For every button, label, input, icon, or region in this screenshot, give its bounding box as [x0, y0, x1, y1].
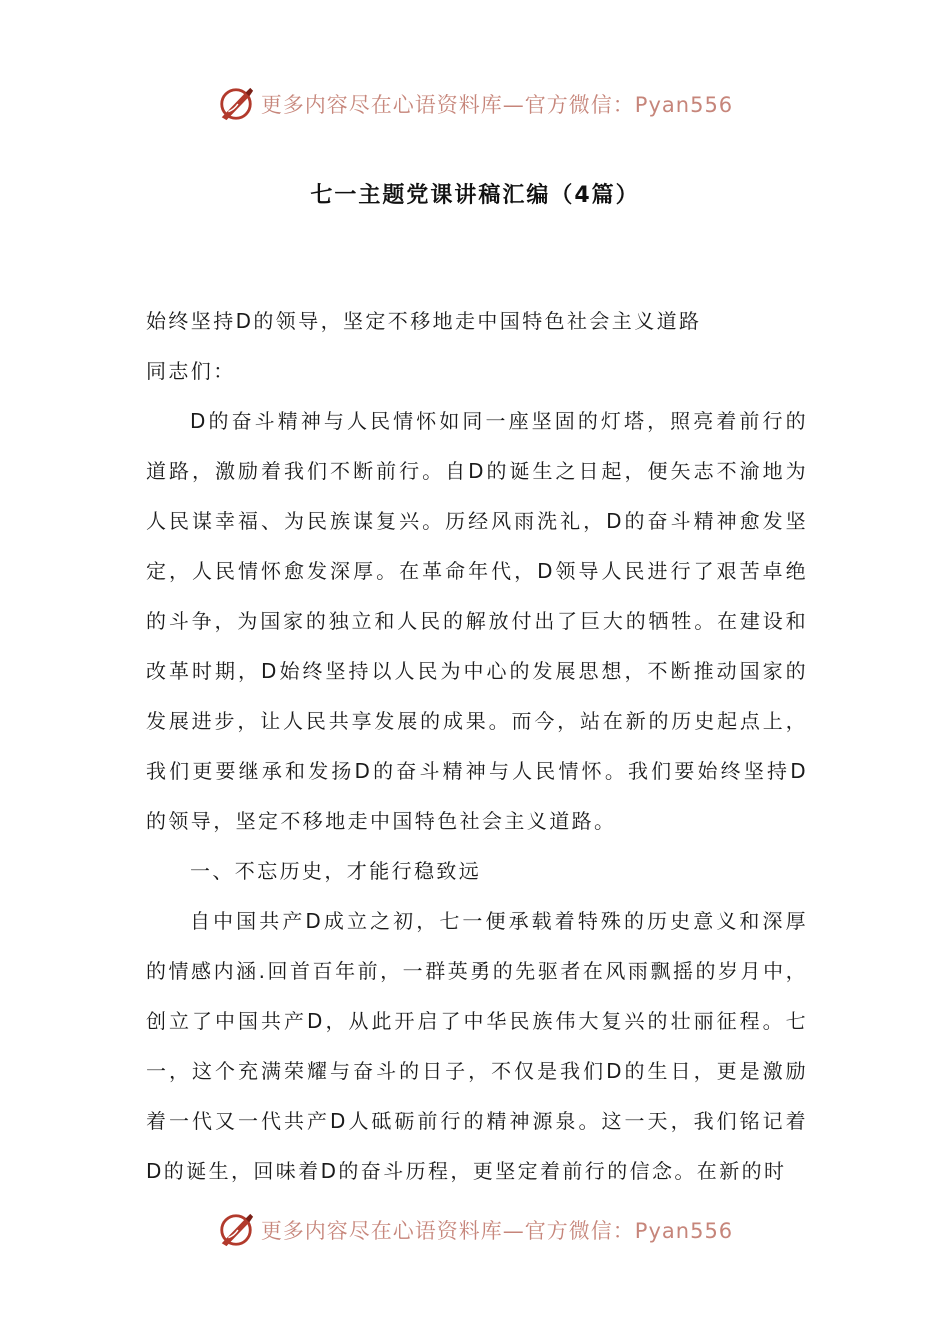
pen-in-circle-logo-icon: [217, 85, 255, 123]
header-banner: [0, 82, 950, 126]
paragraph: D的奋斗精神与人民情怀如同一座坚固的灯塔，照亮着前行的道路，激励着我们不断前行。自D的诞生之日起，便矢志不渝地为人民谋幸福、为民族谋复兴。历经风雨洗礼，D的奋斗精神愈发坚定，人民情怀愈发深厚。在革命年代，D领导人民进行了艰苦卓绝的斗争，为国家的独立和人民的解放付出了巨大的牺牲。在建设和改革时期，D始终坚持以人民为中心的发展思想，不断推动国家的发展进步，让人民共享发展的成果。而今，站在新的历史起点上，我们更要继承和发扬D的奋斗精神与人民情怀。我们要始终坚持D的领导，坚定不移地走中国特色社会主义道路。: [146, 409, 808, 833]
footer-banner: [0, 1208, 950, 1252]
paragraph: 自中国共产D成立之初，七一便承载着特殊的历史意义和深厚的情感内涵.回首百年前，一群英勇的先驱者在风雨飘摇的岁月中，创立了中国共产D，从此开启了中华民族伟大复兴的壮丽征程。七一，这个充满荣耀与奋斗的日子，不仅是我们D的生日，更是激励着一代又一代共产D人砥砺前行的精神源泉。这一天，我们铭记着D的诞生，回味着D的奋斗历程，更坚定着前行的信念。在新的时: [146, 909, 808, 1183]
document-title: 七一主题党课讲稿汇编（4篇）: [310, 183, 640, 208]
section-heading: 一、不忘历史，才能行稳致远: [190, 859, 482, 883]
document-body: [146, 296, 808, 1196]
banner-text: 更多内容尽在心语资料库—官方微信：Pyan556: [260, 93, 734, 117]
banner-text: 更多内容尽在心语资料库—官方微信：Pyan556: [260, 1219, 734, 1243]
salutation: 同志们：: [146, 359, 236, 383]
pen-in-circle-logo-icon: [217, 1211, 255, 1249]
subtitle-line: 始终坚持D的领导，坚定不移地走中国特色社会主义道路: [146, 309, 702, 333]
